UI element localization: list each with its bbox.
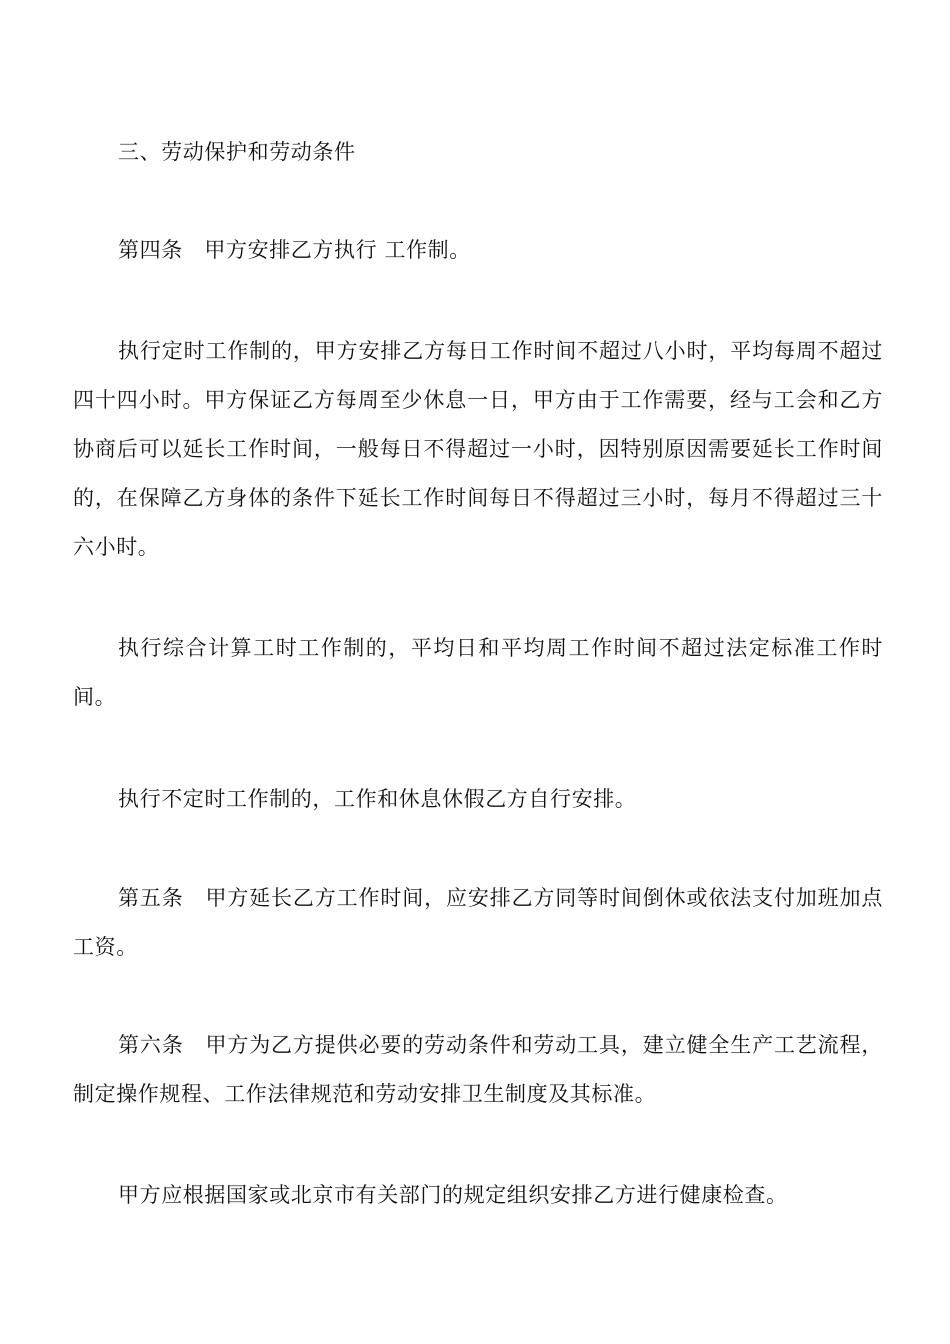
article-4-paragraph: 第四条 甲方安排乙方执行 工作制。	[118, 238, 471, 262]
fixed-hours-paragraph: 执行定时工作制的，甲方安排乙方每日工作时间不超过八小时，平均每周不超过四十四小时。甲方保证乙方每周至少休息一日，甲方由于工作需要，经与工会和乙方协商后可以延长工作时间，一般每日不得超过一小时，因特别原因需要延长工作时间的，在保障乙方身体的条件下延长工作时间每日不得超过三小时，每月不得超过三十六小时。	[73, 339, 883, 559]
article-5-paragraph: 第五条 甲方延长乙方工作时间，应安排乙方同等时间倒休或依法支付加班加点工资。	[73, 886, 883, 959]
health-check-paragraph: 甲方应根据国家或北京市有关部门的规定组织安排乙方进行健康检查。	[118, 1183, 788, 1207]
flexible-hours-paragraph: 执行不定时工作制的，工作和休息休假乙方自行安排。	[118, 787, 637, 811]
comprehensive-hours-paragraph: 执行综合计算工时工作制的，平均日和平均周工作时间不超过法定标准工作时间。	[73, 636, 883, 709]
section-heading: 三、劳动保护和劳动条件	[118, 140, 356, 164]
article-6-paragraph: 第六条 甲方为乙方提供必要的劳动条件和劳动工具，建立健全生产工艺流程，制定操作规程、工作法律规范和劳动安排卫生制度及其标准。	[73, 1033, 883, 1106]
